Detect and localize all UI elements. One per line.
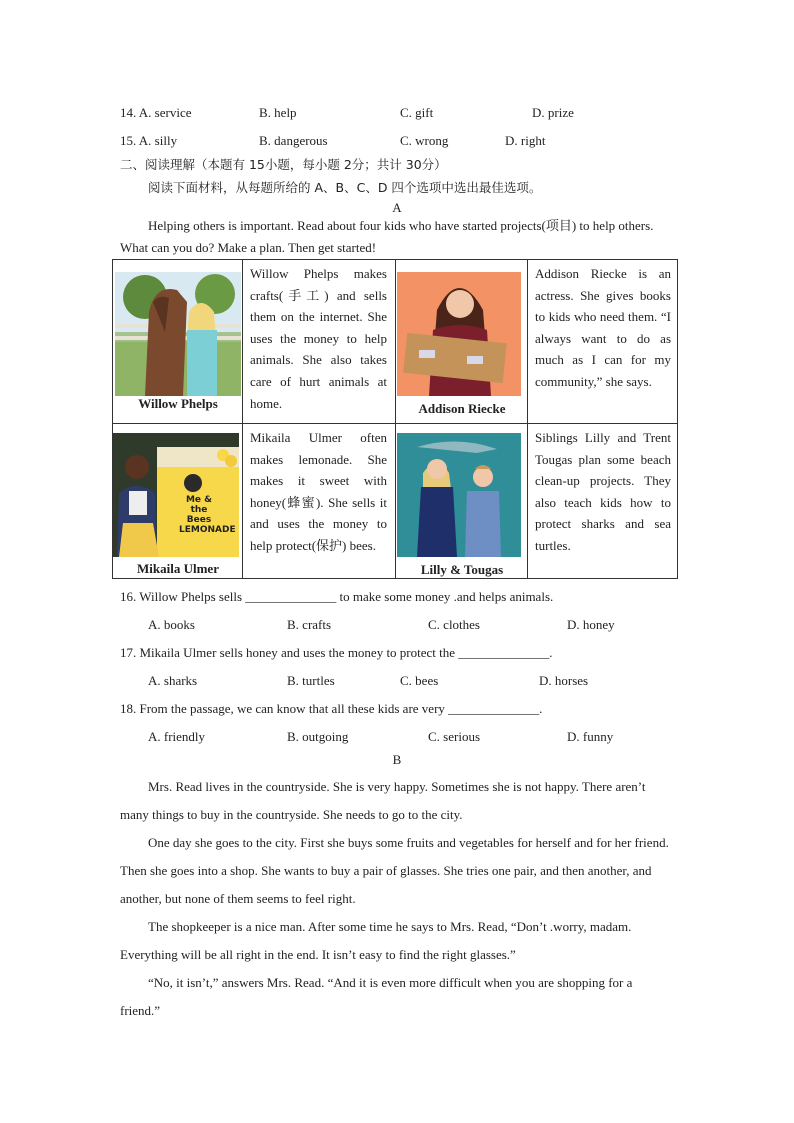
willow-phelps-photo bbox=[115, 272, 241, 396]
table-divider bbox=[242, 260, 243, 578]
passage-b-paragraph-4: “No, it isn’t,” answers Mrs. Read. “And it is even more difficult when you are shopping for a friend.” bbox=[120, 975, 633, 1018]
q15-option-c: C. wrong bbox=[400, 133, 449, 148]
q17-option-c: C. bees bbox=[400, 673, 439, 688]
q18-option-a: A. friendly bbox=[148, 729, 206, 744]
mikaila-ulmer-photo bbox=[113, 433, 239, 557]
passage-b-paragraph-1: Mrs. Read lives in the countryside. She is very happy. Sometimes she is not happy. There aren’t many things to buy in the countryside. She needs to go to the city. bbox=[120, 779, 646, 822]
q14-option-a: 14. A. service bbox=[120, 105, 192, 120]
passage-a-intro: Helping others is important. Read about four kids who have started projects(项目) to help others. What can you do? Make a plan. Then get started! bbox=[120, 218, 654, 255]
table-divider bbox=[113, 423, 677, 424]
q17-option-a: A. sharks bbox=[148, 673, 198, 688]
q16-stem: 16. Willow Phelps sells ______________ to make some money .and helps animals. bbox=[120, 589, 554, 604]
table-divider bbox=[527, 260, 528, 578]
q18-option-d: D. funny bbox=[567, 729, 614, 744]
mikaila-ulmer-text: Mikaila Ulmer often makes lemonade. She makes it sweet with honey(蜂蜜). She sells it and uses the money to help protect(保护) bees. bbox=[250, 430, 387, 553]
q17-option-d: D. horses bbox=[539, 673, 589, 688]
q14-option-c: C. gift bbox=[400, 105, 434, 120]
q18-option-b: B. outgoing bbox=[287, 729, 349, 744]
q16-option-c: C. clothes bbox=[428, 617, 480, 632]
passage-b-paragraph-3: The shopkeeper is a nice man. After some time he says to Mrs. Read, “Don’t .worry, madam. Everything will be all right in the end. It isn’t easy to find the right glasses.” bbox=[120, 919, 632, 962]
section-title: 二、阅读理解（本题有 15小题，每小题 2分；共计 30分） bbox=[120, 157, 447, 172]
passage-b-paragraph-2: One day she goes to the city. First she buys some fruits and vegetables for herself and for her friend. Then she goes into a shop. She wants to buy a pair of glasses. She tries one pair, and then another, and another, but none of them seems to feel right. bbox=[120, 835, 669, 906]
section-instruction: 阅读下面材料，从每题所给的 A、B、C、D 四个选项中选出最佳选项。 bbox=[148, 180, 542, 195]
willow-phelps-caption: Willow Phelps bbox=[138, 396, 218, 411]
q15-option-b: B. dangerous bbox=[259, 133, 328, 148]
q16-option-d: D. honey bbox=[567, 617, 615, 632]
lemonade-sign: Me & the Bees LEMONADE bbox=[179, 495, 236, 535]
lilly-tougas-caption: Lilly & Tougas bbox=[420, 562, 504, 577]
q14-option-d: D. prize bbox=[532, 105, 574, 120]
lilly-tougas-text: Siblings Lilly and Trent Tougas plan some beach clean-up projects. They also teach kids how to protect sharks and sea turtles. bbox=[535, 430, 671, 553]
table-divider bbox=[395, 260, 396, 578]
addison-riecke-text: Addison Riecke is an actress. She gives books to kids who need them. “I always want to do as much as I can for my community,” she says. bbox=[535, 266, 671, 389]
q17-stem: 17. Mikaila Ulmer sells honey and uses the money to protect the ______________. bbox=[120, 645, 553, 660]
addison-riecke-photo bbox=[397, 272, 521, 396]
kids-table bbox=[112, 259, 678, 579]
passage-b-label: B bbox=[392, 752, 402, 767]
q16-option-a: A. books bbox=[148, 617, 195, 632]
q14-option-b: B. help bbox=[259, 105, 297, 120]
q15-option-a: 15. A. silly bbox=[120, 133, 178, 148]
willow-phelps-text: Willow Phelps makes crafts(手工) and sells them on the internet. She uses the money to help animals. She also takes care of hurt animals at home. bbox=[250, 266, 387, 411]
q18-option-c: C. serious bbox=[428, 729, 480, 744]
mikaila-ulmer-caption: Mikaila Ulmer bbox=[137, 561, 219, 576]
q18-stem: 18. From the passage, we can know that all these kids are very ______________. bbox=[120, 701, 543, 716]
passage-a-label: A bbox=[392, 200, 402, 215]
addison-riecke-caption: Addison Riecke bbox=[418, 401, 506, 416]
q15-option-d: D. right bbox=[505, 133, 546, 148]
q16-option-b: B. crafts bbox=[287, 617, 332, 632]
q17-option-b: B. turtles bbox=[287, 673, 335, 688]
lilly-tougas-photo bbox=[397, 433, 521, 557]
